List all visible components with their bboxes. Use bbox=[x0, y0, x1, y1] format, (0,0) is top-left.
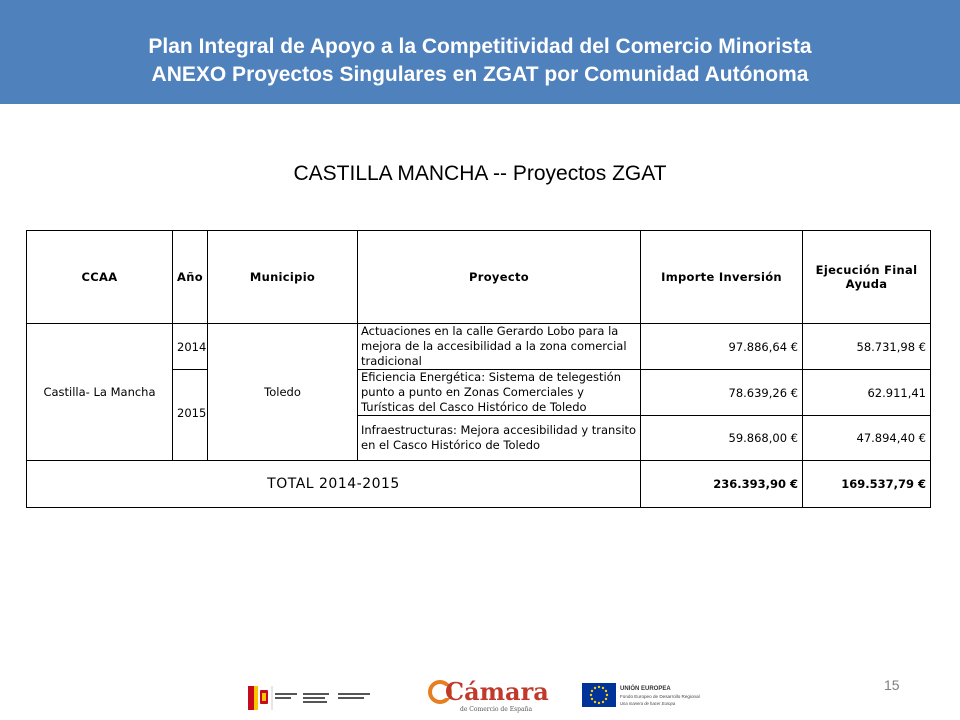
cell-year-2015: 2015 bbox=[173, 370, 208, 461]
cell-proyecto: Infraestructuras: Mejora accesibilidad y transito en el Casco Histórico de Toledo bbox=[358, 416, 641, 461]
header-importe: Importe Inversión bbox=[641, 231, 803, 324]
eu-title: UNIÓN EUROPEA bbox=[620, 686, 671, 692]
header-ccaa: CCAA bbox=[27, 231, 173, 324]
header-year: Año bbox=[173, 231, 208, 324]
cell-proyecto: Actuaciones en la calle Gerardo Lobo para la mejora de la accesibilidad a la zona comercial tradicional bbox=[358, 324, 641, 370]
eu-fund: Fondo Europeo de Desarrollo Regional bbox=[620, 694, 700, 699]
total-ayuda: 169.537,79 € bbox=[803, 461, 931, 508]
page-title-line2: ANEXO Proyectos Singulares en ZGAT por Comunidad Autónoma bbox=[151, 63, 809, 86]
header-proyecto: Proyecto bbox=[358, 231, 641, 324]
table-header-row bbox=[27, 231, 931, 324]
cell-ayuda: 58.731,98 € bbox=[803, 324, 931, 370]
cell-ccaa: Castilla- La Mancha bbox=[27, 324, 173, 461]
projects-table bbox=[26, 230, 931, 508]
cell-importe: 59.868,00 € bbox=[641, 416, 803, 461]
table-row bbox=[27, 324, 931, 370]
camara-logo bbox=[428, 676, 549, 714]
cell-municipio: Toledo bbox=[208, 324, 358, 461]
total-label: TOTAL 2014-2015 bbox=[27, 461, 641, 508]
ue-feder-logo bbox=[582, 678, 700, 712]
coat-of-arms-icon bbox=[260, 690, 268, 704]
eu-motto: Una manera de hacer Europa bbox=[620, 701, 676, 706]
cell-ayuda: 62.911,41 bbox=[803, 370, 931, 416]
header-banner bbox=[0, 0, 960, 104]
camara-wordmark: Cámara bbox=[445, 677, 549, 706]
cell-proyecto: Eficiencia Energética: Sistema de telegestión punto a punto en Zonas Comerciales y Turísticas del Casco Histórico de Toledo bbox=[358, 370, 641, 416]
table-total-row bbox=[27, 461, 931, 508]
cell-ayuda: 47.894,40 € bbox=[803, 416, 931, 461]
cell-importe: 78.639,26 € bbox=[641, 370, 803, 416]
gobierno-espana-logo bbox=[248, 684, 378, 712]
cell-importe: 97.886,64 € bbox=[641, 324, 803, 370]
page-number: 15 bbox=[884, 677, 900, 693]
camara-subtext: de Comercio de España bbox=[460, 706, 533, 713]
page-title-line1: Plan Integral de Apoyo a la Competitividad del Comercio Minorista bbox=[148, 35, 812, 58]
cell-year-2014: 2014 bbox=[173, 324, 208, 370]
section-subtitle: CASTILLA MANCHA -- Proyectos ZGAT bbox=[293, 162, 667, 185]
total-importe: 236.393,90 € bbox=[641, 461, 803, 508]
header-ayuda: Ejecución Final Ayuda bbox=[803, 231, 931, 324]
header-municipio: Municipio bbox=[208, 231, 358, 324]
